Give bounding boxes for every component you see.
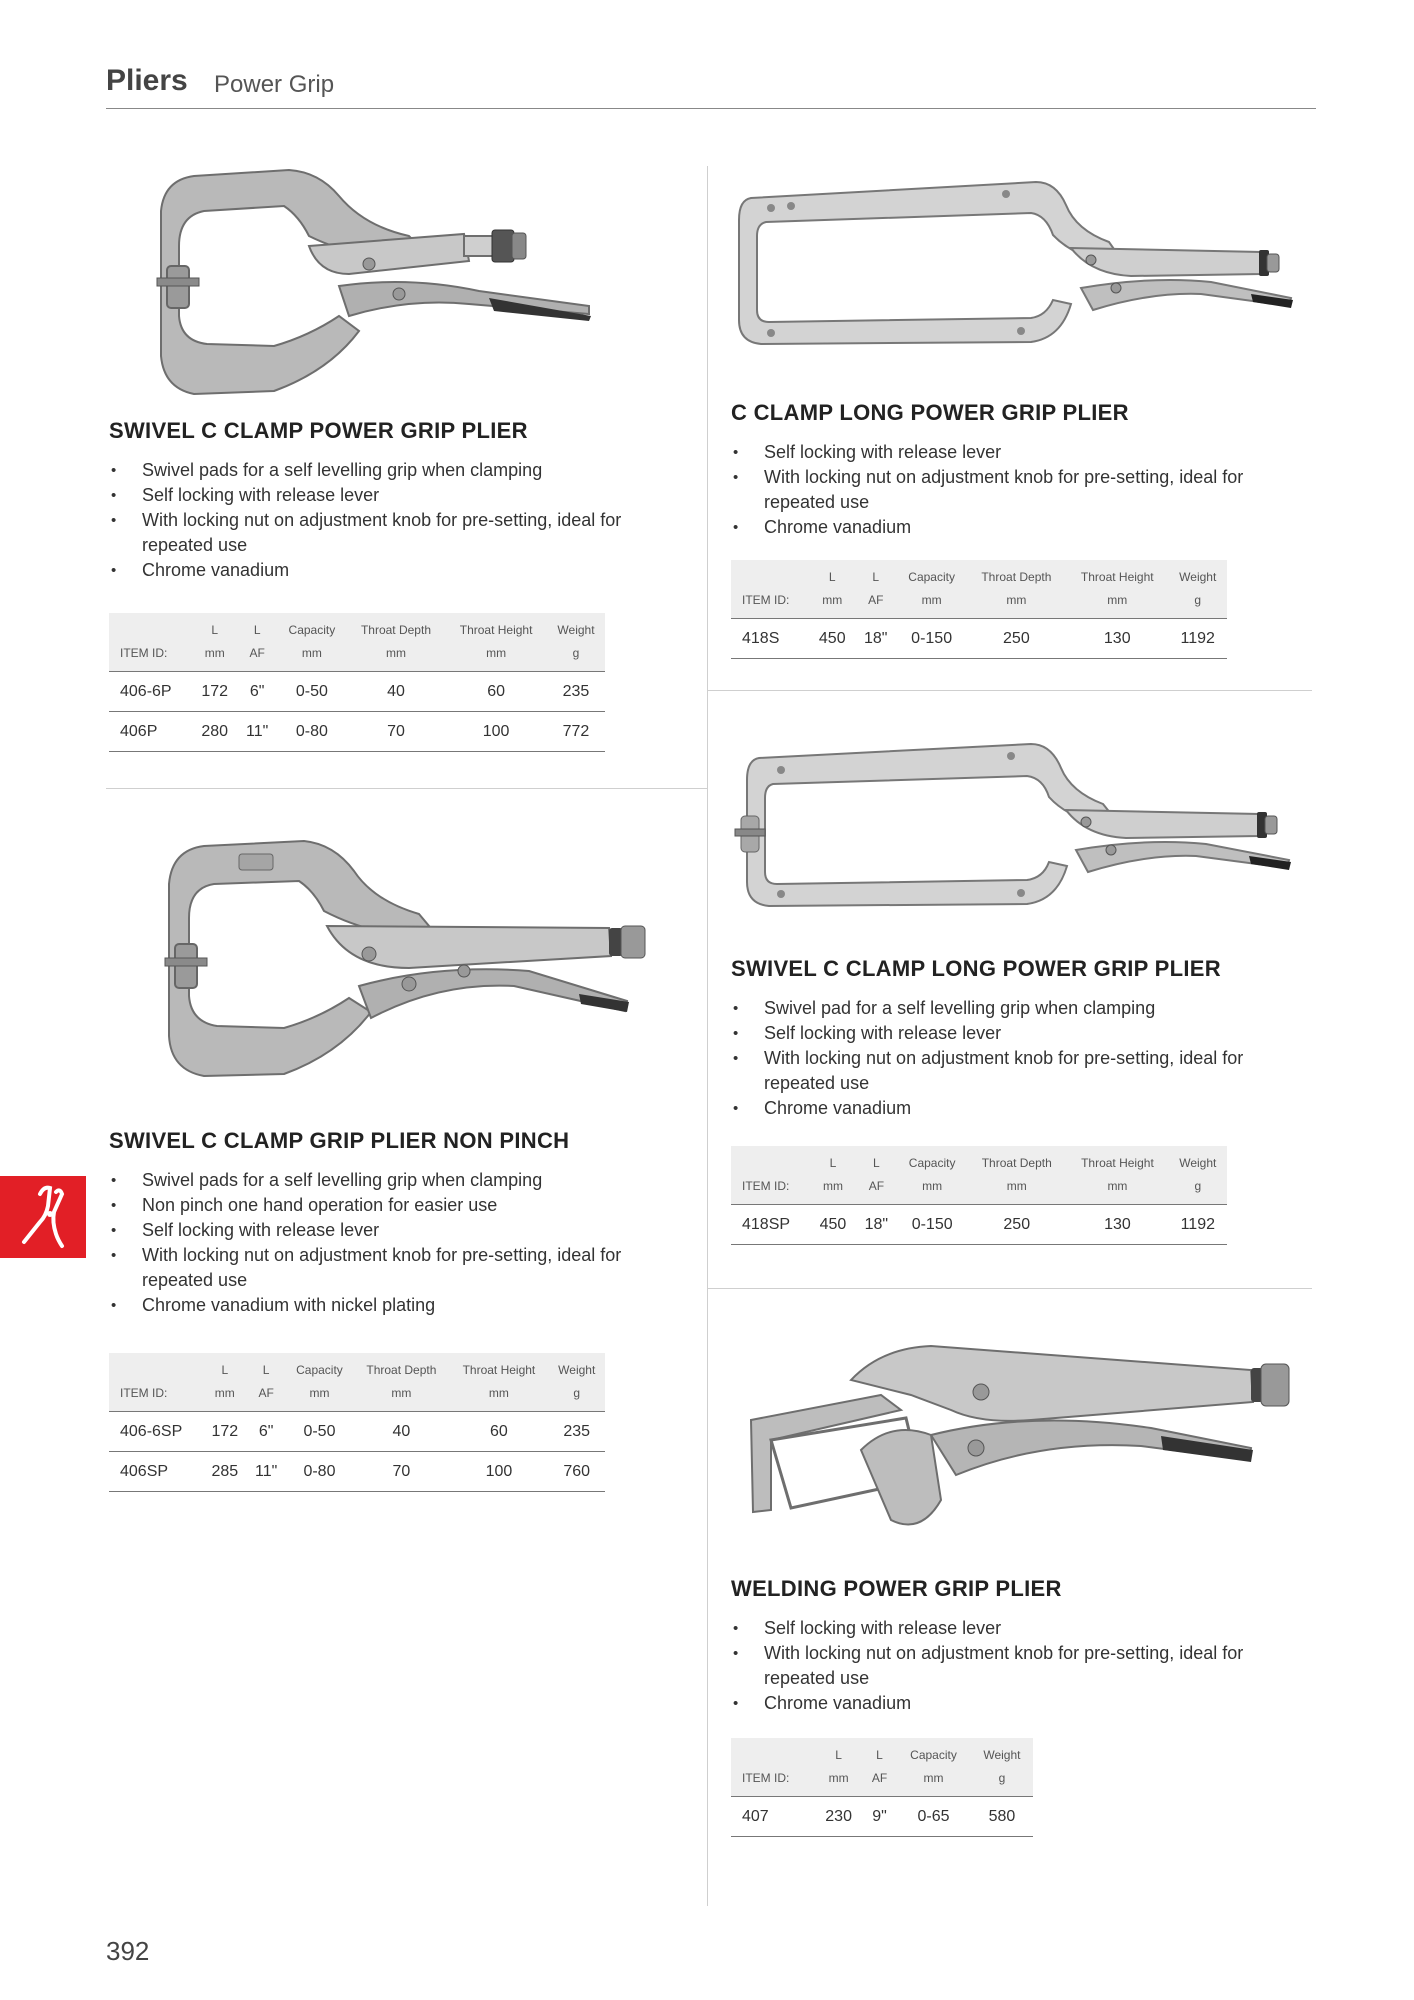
- cell-l-mm: 172: [203, 1412, 247, 1452]
- feature-item: • With locking nut on adjustment knob for pre-setting, ideal for repeated use: [731, 1046, 1271, 1096]
- col-unit: mm: [921, 593, 942, 607]
- col-unit: mm: [391, 1386, 412, 1400]
- col-item-id: ITEM ID:: [120, 1386, 168, 1400]
- cell-l-af: 18": [855, 619, 897, 659]
- section-divider: [708, 1288, 1312, 1289]
- col-unit: mm: [1006, 593, 1027, 607]
- cell-capacity: 0-50: [277, 672, 347, 712]
- col-unit: mm: [1107, 593, 1128, 607]
- col-unit: mm: [822, 1179, 843, 1193]
- cell-throat-depth: 40: [353, 1412, 449, 1452]
- cell-weight: 235: [548, 1412, 605, 1452]
- page-number: 392: [106, 1936, 150, 1966]
- col-unit: g: [998, 1771, 1006, 1785]
- col-unit: AF: [258, 1386, 274, 1400]
- cell-l-af: 11": [237, 712, 277, 752]
- cell-l-mm: 450: [810, 619, 855, 659]
- col-throat-height: Throat Height: [462, 1363, 536, 1377]
- feature-item: • Chrome vanadium: [109, 558, 629, 583]
- cell-l-af: 6": [237, 672, 277, 712]
- col-item-id: ITEM ID:: [742, 593, 790, 607]
- col-unit: mm: [822, 593, 843, 607]
- col-unit: mm: [488, 1386, 509, 1400]
- feature-list: [731, 996, 1271, 1121]
- cell-throat-height: 130: [1066, 619, 1169, 659]
- item-id: 406-6SP: [109, 1412, 203, 1452]
- feature-list: [109, 1168, 629, 1318]
- table-row: [109, 1452, 605, 1492]
- feature-item: • Chrome vanadium: [731, 1691, 1271, 1716]
- col-throat-depth: Throat Depth: [366, 1363, 437, 1377]
- cell-weight: 1192: [1169, 1205, 1227, 1245]
- product-title: SWIVEL C CLAMP POWER GRIP PLIER: [109, 418, 528, 443]
- col-unit: g: [573, 1386, 581, 1400]
- feature-item: • Self locking with release lever: [731, 440, 1271, 465]
- table-row: [109, 672, 605, 712]
- cell-capacity: 0-150: [897, 619, 967, 659]
- col-unit: mm: [828, 1771, 849, 1785]
- col-weight: Weight: [557, 623, 595, 637]
- item-id: 406-6P: [109, 672, 192, 712]
- cell-throat-depth: 70: [347, 712, 445, 752]
- feature-item: • Chrome vanadium: [731, 1096, 1271, 1121]
- welding-power-grip-plier-image: [731, 1340, 1301, 1540]
- category-title: Pliers: [106, 64, 188, 97]
- cell-throat-depth: 250: [967, 1205, 1066, 1245]
- col-weight: Weight: [983, 1748, 1021, 1762]
- col-weight: Weight: [558, 1363, 596, 1377]
- column-divider: [707, 166, 708, 1906]
- col-length-af: L: [872, 570, 880, 584]
- spec-table: [731, 1146, 1227, 1245]
- col-weight: Weight: [1179, 570, 1217, 584]
- product-swivel-c-clamp-long: [731, 734, 1311, 1254]
- col-length: L: [211, 623, 219, 637]
- product-welding-power-grip: [731, 1340, 1311, 1860]
- cell-capacity: 0-80: [285, 1452, 353, 1492]
- col-unit: mm: [214, 1386, 235, 1400]
- cell-l-mm: 285: [203, 1452, 247, 1492]
- cell-throat-depth: 250: [967, 619, 1066, 659]
- feature-item: • With locking nut on adjustment knob for pre-setting, ideal for repeated use: [731, 465, 1271, 515]
- col-length: L: [829, 1156, 837, 1170]
- cell-throat-height: 100: [445, 712, 547, 752]
- feature-item: • Self locking with release lever: [731, 1616, 1271, 1641]
- c-clamp-long-plier-image: [731, 170, 1301, 360]
- section-divider: [106, 788, 707, 789]
- col-unit: mm: [204, 646, 225, 660]
- col-capacity: Capacity: [288, 623, 336, 637]
- feature-item: • Self locking with release lever: [731, 1021, 1271, 1046]
- cell-weight: 1192: [1169, 619, 1228, 659]
- swivel-c-clamp-long-plier-image: [731, 734, 1301, 924]
- col-capacity: Capacity: [910, 1748, 957, 1762]
- spec-table: [731, 1738, 1033, 1837]
- cell-l-mm: 172: [192, 672, 237, 712]
- pliers-icon: [0, 1176, 86, 1258]
- col-throat-height: Throat Height: [1081, 1156, 1154, 1170]
- feature-item: • Swivel pad for a self levelling grip when clamping: [731, 996, 1271, 1021]
- col-item-id: ITEM ID:: [120, 646, 168, 660]
- col-capacity: Capacity: [908, 570, 955, 584]
- section-divider: [708, 690, 1312, 691]
- product-swivel-c-clamp: [109, 166, 689, 766]
- feature-item: • Self locking with release lever: [109, 1218, 629, 1243]
- cell-throat-height: 60: [445, 672, 547, 712]
- col-capacity: Capacity: [908, 1156, 956, 1170]
- product-title: WELDING POWER GRIP PLIER: [731, 1576, 1062, 1601]
- col-unit: g: [1194, 1179, 1202, 1193]
- spec-table: [109, 613, 605, 752]
- swivel-c-clamp-non-pinch-image: [109, 836, 669, 1086]
- cell-throat-height: 60: [449, 1412, 548, 1452]
- feature-item: • Non pinch one hand operation for easier use: [109, 1193, 629, 1218]
- cell-weight: 235: [547, 672, 605, 712]
- feature-list: [731, 1616, 1271, 1716]
- cell-capacity: 0-65: [896, 1797, 971, 1837]
- col-unit: AF: [868, 593, 884, 607]
- swivel-c-clamp-plier-image: [109, 166, 629, 406]
- cell-throat-depth: 40: [347, 672, 445, 712]
- col-unit: mm: [922, 1179, 943, 1193]
- category-side-tab: [0, 1176, 86, 1258]
- col-length-af: L: [262, 1363, 270, 1377]
- spec-table: [109, 1353, 605, 1492]
- item-id: 406P: [109, 712, 192, 752]
- col-length: L: [828, 570, 836, 584]
- col-length-af: L: [253, 623, 261, 637]
- col-throat-depth: Throat Depth: [981, 570, 1052, 584]
- col-throat-depth: Throat Depth: [360, 623, 431, 637]
- col-unit: g: [1194, 593, 1202, 607]
- cell-l-af: 6": [247, 1412, 286, 1452]
- col-unit: mm: [301, 646, 322, 660]
- feature-item: • Chrome vanadium with nickel plating: [109, 1293, 629, 1318]
- item-id: 407: [731, 1797, 814, 1837]
- table-row: [731, 1797, 1033, 1837]
- col-throat-height: Throat Height: [1080, 570, 1154, 584]
- feature-item: • With locking nut on adjustment knob for pre-setting, ideal for repeated use: [109, 508, 629, 558]
- spec-table: [731, 560, 1227, 659]
- cell-weight: 760: [548, 1452, 605, 1492]
- product-c-clamp-long: [731, 170, 1311, 670]
- col-throat-depth: Throat Depth: [981, 1156, 1052, 1170]
- col-weight: Weight: [1179, 1156, 1217, 1170]
- feature-item: • With locking nut on adjustment knob for pre-setting, ideal for repeated use: [109, 1243, 629, 1293]
- feature-item: • With locking nut on adjustment knob for pre-setting, ideal for repeated use: [731, 1641, 1271, 1691]
- subcategory-title: Power Grip: [214, 71, 335, 98]
- product-title: C CLAMP LONG POWER GRIP PLIER: [731, 400, 1129, 425]
- product-title: SWIVEL C CLAMP GRIP PLIER NON PINCH: [109, 1128, 570, 1153]
- col-length-af: L: [876, 1748, 883, 1762]
- col-unit: AF: [871, 1771, 888, 1785]
- col-unit: mm: [923, 1771, 944, 1785]
- feature-list: [109, 458, 629, 583]
- table-row: [731, 1205, 1227, 1245]
- cell-capacity: 0-50: [285, 1412, 353, 1452]
- item-id: 406SP: [109, 1452, 203, 1492]
- product-swivel-c-clamp-non-pinch: [109, 836, 689, 1496]
- col-unit: mm: [1006, 1179, 1027, 1193]
- col-length-af: L: [873, 1156, 880, 1170]
- table-row: [109, 712, 605, 752]
- cell-capacity: 0-150: [897, 1205, 967, 1245]
- cell-weight: 772: [547, 712, 605, 752]
- cell-l-af: 18": [856, 1205, 897, 1245]
- item-id: 418S: [731, 619, 810, 659]
- cell-l-af: 9": [863, 1797, 896, 1837]
- col-unit: mm: [486, 646, 507, 660]
- cell-weight: 580: [971, 1797, 1033, 1837]
- col-unit: mm: [309, 1386, 330, 1400]
- col-unit: AF: [868, 1179, 885, 1193]
- feature-list: [731, 440, 1271, 540]
- col-length: L: [835, 1748, 842, 1762]
- table-row: [109, 1412, 605, 1452]
- col-unit: mm: [1107, 1179, 1128, 1193]
- col-capacity: Capacity: [296, 1363, 343, 1377]
- item-id: 418SP: [731, 1205, 810, 1245]
- col-unit: mm: [385, 646, 406, 660]
- col-unit: AF: [249, 646, 265, 660]
- col-length: L: [221, 1363, 229, 1377]
- cell-throat-height: 130: [1066, 1205, 1168, 1245]
- cell-l-mm: 230: [814, 1797, 862, 1837]
- col-item-id: ITEM ID:: [742, 1771, 790, 1785]
- feature-item: • Self locking with release lever: [109, 483, 629, 508]
- col-item-id: ITEM ID:: [742, 1179, 790, 1193]
- cell-l-mm: 450: [810, 1205, 855, 1245]
- cell-throat-depth: 70: [353, 1452, 449, 1492]
- col-unit: g: [572, 646, 580, 660]
- page-header: [106, 62, 1316, 109]
- cell-l-mm: 280: [192, 712, 237, 752]
- feature-item: • Chrome vanadium: [731, 515, 1271, 540]
- col-throat-height: Throat Height: [459, 623, 533, 637]
- cell-l-af: 11": [247, 1452, 286, 1492]
- cell-throat-height: 100: [449, 1452, 548, 1492]
- table-row: [731, 619, 1227, 659]
- feature-item: • Swivel pads for a self levelling grip when clamping: [109, 458, 629, 483]
- feature-item: • Swivel pads for a self levelling grip when clamping: [109, 1168, 629, 1193]
- product-title: SWIVEL C CLAMP LONG POWER GRIP PLIER: [731, 956, 1221, 981]
- cell-capacity: 0-80: [277, 712, 347, 752]
